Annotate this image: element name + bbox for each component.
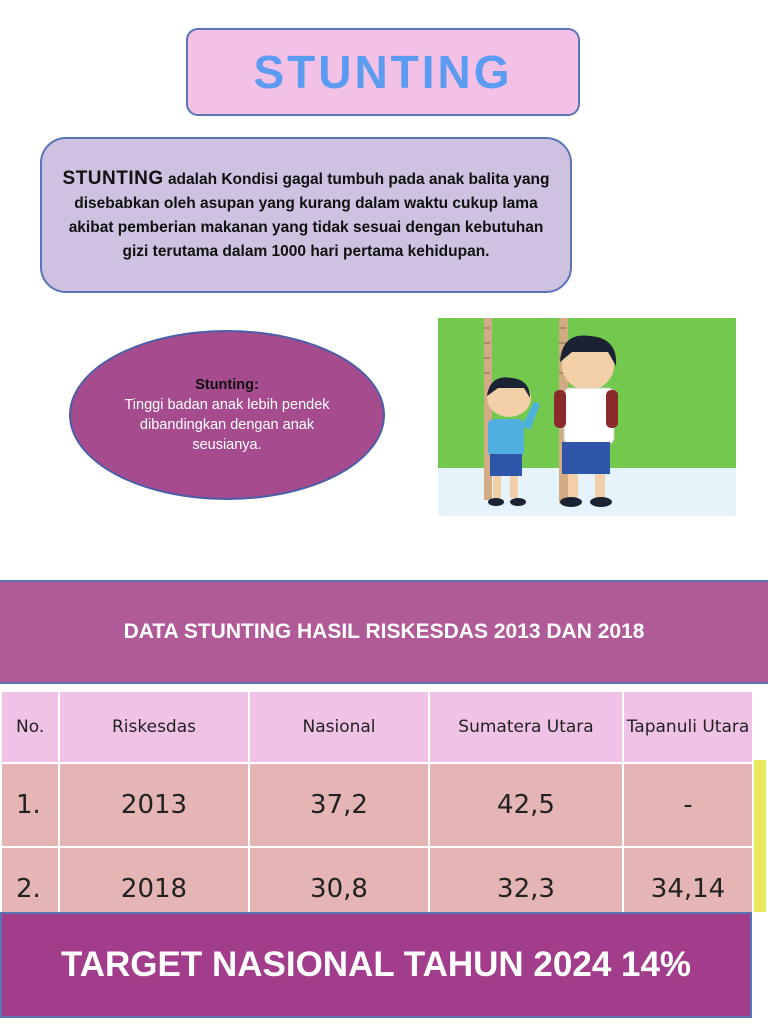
side-accent-bar xyxy=(754,760,766,912)
table-cell: 1. xyxy=(1,763,59,847)
table-header-row xyxy=(1,691,753,763)
data-banner xyxy=(0,580,768,684)
page-title: STUNTING xyxy=(253,46,513,98)
definition-text xyxy=(60,167,552,264)
definition-body: adalah Kondisi gagal tumbuh pada anak balita yang disebabkan oleh asupan yang kurang dalam waktu cukup lama akibat pemberian makanan yang tidak sesuai dengan kebutuhan gizi terutama dalam 1000 hari pertama kehidupan. xyxy=(68,170,550,260)
table-row xyxy=(1,763,753,847)
table-cell: 37,2 xyxy=(249,763,429,847)
table-cell: 2018 xyxy=(59,847,249,931)
table-cell: 42,5 xyxy=(429,763,623,847)
column-header: No. xyxy=(1,691,59,763)
stunting-data-table xyxy=(0,690,754,932)
definition-term: STUNTING xyxy=(62,167,164,189)
table-cell: 30,8 xyxy=(249,847,429,931)
column-header: Nasional xyxy=(249,691,429,763)
callout-body: Tinggi badan anak lebih pendek dibandingkan dengan anak seusianya. xyxy=(124,397,330,453)
height-measure-illustration xyxy=(438,318,736,516)
column-header: Sumatera Utara xyxy=(429,691,623,763)
table-cell: 2. xyxy=(1,847,59,931)
title-box xyxy=(186,28,580,116)
definition-box xyxy=(40,137,572,293)
callout-heading: Stunting: xyxy=(195,377,259,393)
column-header: Tapanuli Utara xyxy=(623,691,753,763)
banner-title: DATA STUNTING HASIL RISKESDAS 2013 DAN 2018 xyxy=(123,620,645,643)
table-cell: 34,14 xyxy=(623,847,753,931)
column-header: Riskesdas xyxy=(59,691,249,763)
table-cell: 32,3 xyxy=(429,847,623,931)
target-box xyxy=(0,912,752,1018)
target-text: TARGET NASIONAL TAHUN 2024 14% xyxy=(60,945,692,984)
callout-oval xyxy=(69,330,385,500)
table-cell: - xyxy=(623,763,753,847)
table-cell: 2013 xyxy=(59,763,249,847)
